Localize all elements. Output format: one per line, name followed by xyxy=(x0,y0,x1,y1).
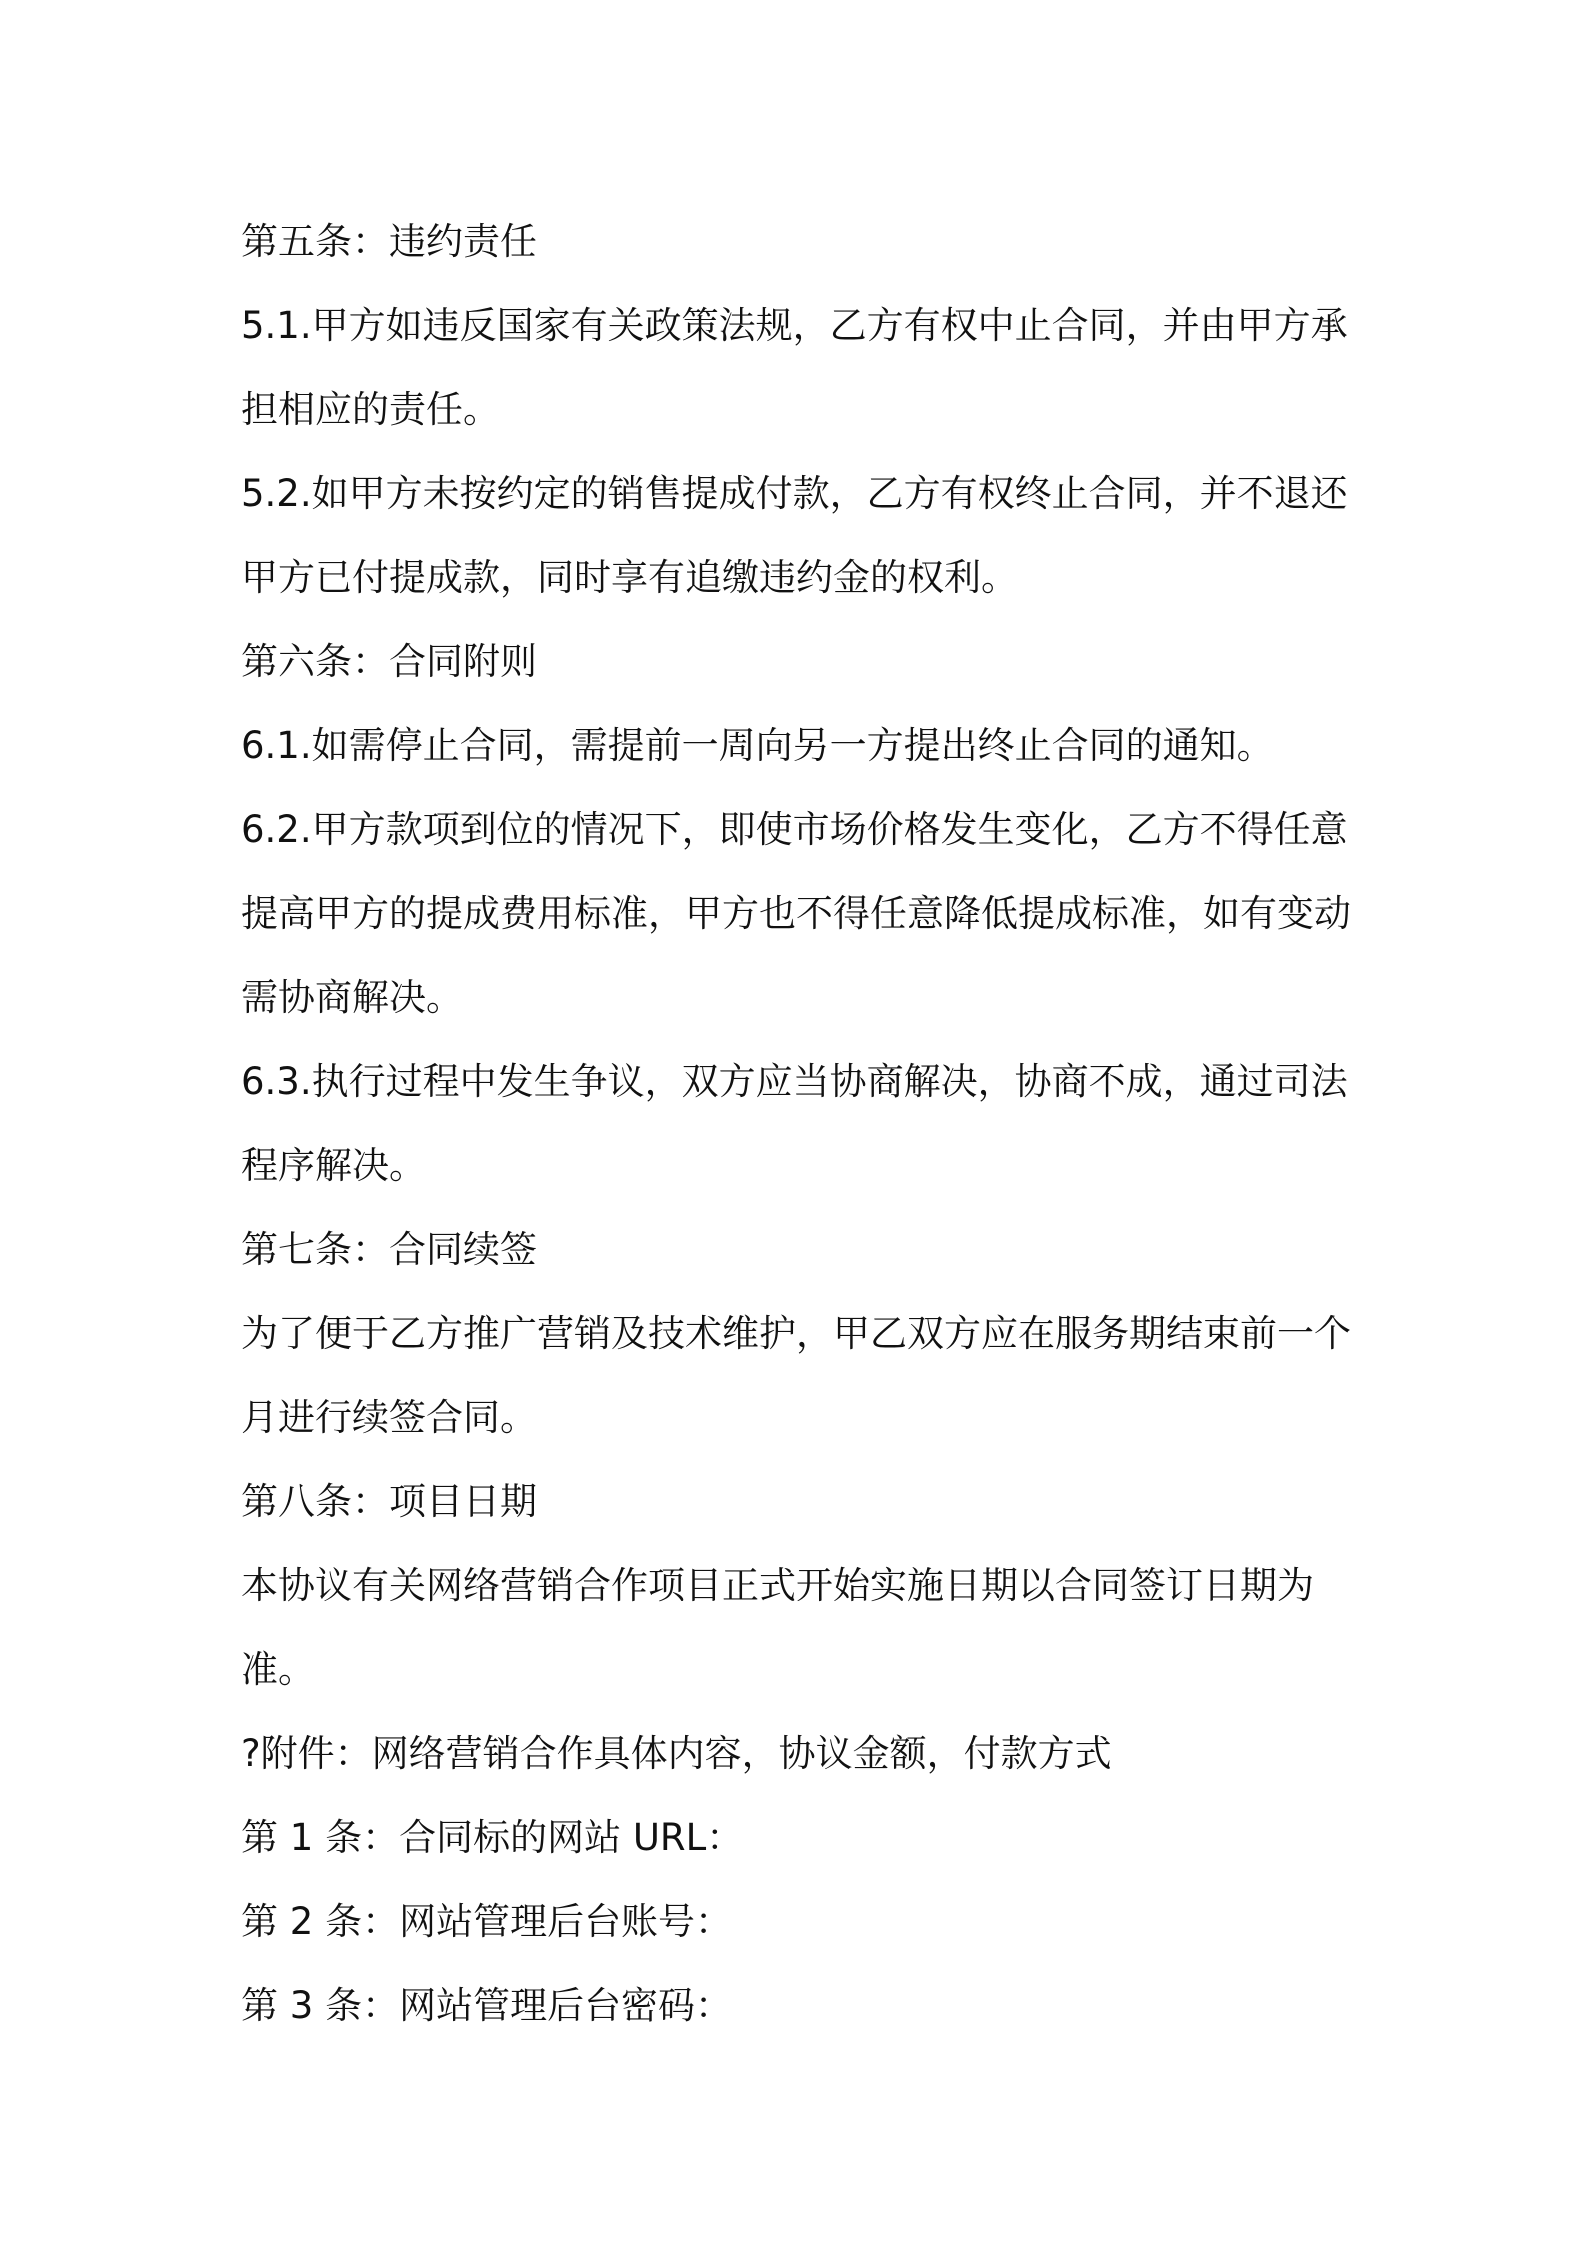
clause-6-2-line-2: 提高甲方的提成费用标准，甲方也不得任意降低提成标准，如有变动 xyxy=(241,892,1351,935)
attachment-item-1: 第 1 条：合同标的网站 URL： xyxy=(241,1816,744,1859)
clause-6-2-line-1: 6.2.甲方款项到位的情况下，即使市场价格发生变化，乙方不得任意 xyxy=(241,808,1348,851)
clause-5-1-line-2: 担相应的责任。 xyxy=(241,388,500,431)
clause-6-2-line-3: 需协商解决。 xyxy=(241,976,463,1019)
clause-5-1-line-1: 5.1.甲方如违反国家有关政策法规，乙方有权中止合同，并由甲方承 xyxy=(241,304,1348,347)
clause-6-1: 6.1.如需停止合同，需提前一周向另一方提出终止合同的通知。 xyxy=(241,724,1274,767)
article-7-text-line-2: 月进行续签合同。 xyxy=(241,1396,537,1439)
clause-5-2-line-1: 5.2.如甲方未按约定的销售提成付款，乙方有权终止合同，并不退还 xyxy=(241,472,1348,515)
clause-6-3-line-1: 6.3.执行过程中发生争议，双方应当协商解决，协商不成，通过司法 xyxy=(241,1060,1348,1103)
article-8-text-line-1: 本协议有关网络营销合作项目正式开始实施日期以合同签订日期为 xyxy=(241,1564,1314,1607)
article-8-text-line-2: 准。 xyxy=(241,1648,315,1691)
document-body xyxy=(241,200,1351,2048)
attachment-item-3: 第 3 条：网站管理后台密码： xyxy=(241,1984,733,2027)
attachment-heading: ?附件：网络营销合作具体内容，协议金额，付款方式 xyxy=(241,1732,1112,1775)
article-6-heading: 第六条：合同附则 xyxy=(241,640,537,683)
article-8-heading: 第八条：项目日期 xyxy=(241,1480,537,1523)
article-5-heading: 第五条：违约责任 xyxy=(241,220,537,263)
clause-6-3-line-2: 程序解决。 xyxy=(241,1144,426,1187)
article-7-heading: 第七条：合同续签 xyxy=(241,1228,537,1271)
article-7-text-line-1: 为了便于乙方推广营销及技术维护，甲乙双方应在服务期结束前一个 xyxy=(241,1312,1351,1355)
clause-5-2-line-2: 甲方已付提成款，同时享有追缴违约金的权利。 xyxy=(241,556,1018,599)
attachment-item-2: 第 2 条：网站管理后台账号： xyxy=(241,1900,733,1943)
